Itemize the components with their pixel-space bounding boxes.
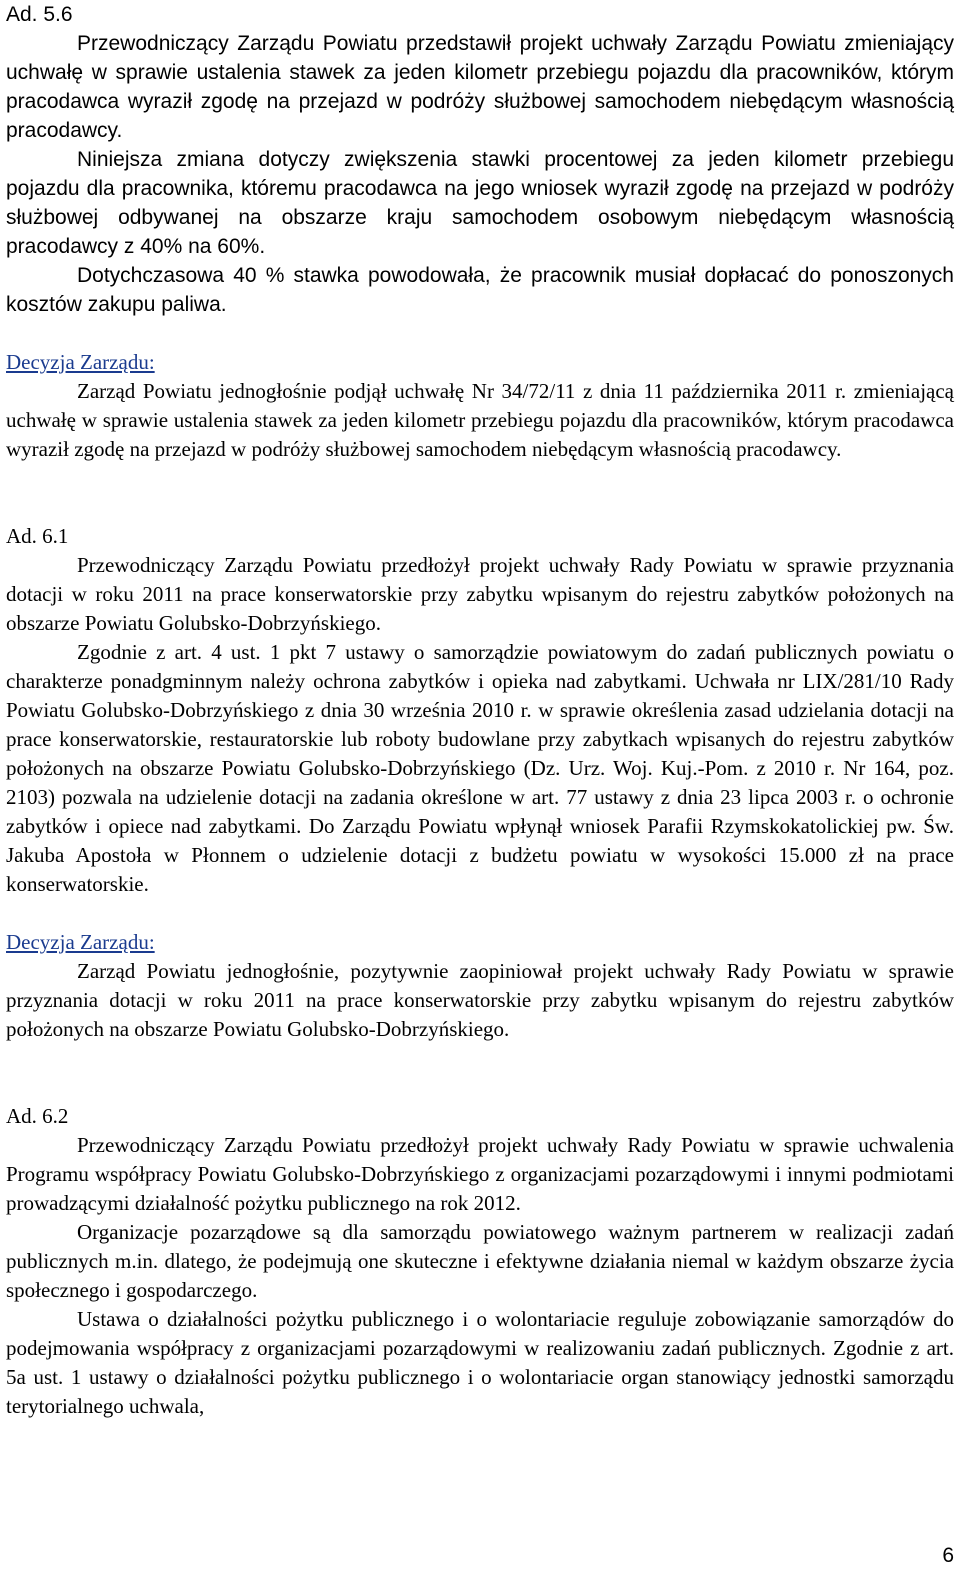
section-ad-5-6 [6,0,954,319]
paragraph: Przewodniczący Zarządu Powiatu przedstawił projekt uchwały Zarządu Powiatu zmieniający uchwałę w sprawie ustalenia stawek za jeden kilometr przebiegu pojazdu dla pracowników, którym pracodawca wyraził zgodę na przejazd w podróży służbowej samochodem niebędącym własnością pracodawcy. [6,32,954,142]
section-heading: Ad. 6.2 [6,1104,69,1128]
decision-block [6,319,954,464]
paragraph: Przewodniczący Zarządu Powiatu przedłożył projekt uchwały Rady Powiatu w sprawie uchwalenia Programu współpracy Powiatu Golubsko-Dobrzyńskiego z organizacjami pozarządowymi i innymi podmiotami prowadzącymi działalność pożytku publicznego na rok 2012. [6,1133,954,1215]
section-ad-6-1 [6,522,954,1044]
paragraph: Zgodnie z art. 4 ust. 1 pkt 7 ustawy o samorządzie powiatowym do zadań publicznych powiatu o charakterze ponadgminnym należy ochrona zabytków i opieka nad zabytkami. Uchwała nr LIX/281/10 Rady Powiatu Golubsko-Dobrzyńskiego z dnia 30 września 2010 r. w sprawie określenia zasad udzielania dotacji na prace konserwatorskie, restauratorskie lub roboty budowlane przy zabytkach wpisanych do rejestru zabytków położonych na obszarze Powiatu Golubsko-Dobrzyńskiego (Dz. Urz. Woj. Kuj.-Pom. z 2010 r. Nr 164, poz. 2103) pozwala na udzielenie dotacji na zadania określone w art. 77 ustawy z dnia 23 lipca 2003 r. o ochronie zabytków i opiece nad zabytkami. Do Zarządu Powiatu wpłynął wniosek Parafii Rzymskokatolickiej pw. Św. Jakuba Apostoła w Płonnem o udzielenie dotacji z budżetu powiatu w wysokości 15.000 zł na prace konserwatorskie. [6,640,954,896]
section-heading: Ad. 5.6 [6,3,73,26]
page-number: 6 [942,1544,954,1567]
paragraph: Niniejsza zmiana dotyczy zwiększenia stawki procentowej za jeden kilometr przebiegu pojazdu dla pracownika, któremu pracodawca na jego wniosek wyraził zgodę na przejazd w podróży służbowej odbywanej na obszarze kraju samochodem osobowym niebędącym własnością pracodawcy z 40% na 60%. [6,148,954,258]
decision-text: Zarząd Powiatu jednogłośnie podjął uchwałę Nr 34/72/11 z dnia 11 października 2011 r. zmieniającą uchwałę w sprawie ustalenia stawek za jeden kilometr przebiegu pojazdu dla pracowników, którym pracodawca wyraził zgodę na przejazd w podróży służbowej samochodem niebędącym własnością pracodawcy. [6,379,954,461]
section-heading: Ad. 6.1 [6,524,69,548]
paragraph: Przewodniczący Zarządu Powiatu przedłożył projekt uchwały Rady Powiatu w sprawie przyznania dotacji w roku 2011 na prace konserwatorskie przy zabytku wpisanym do rejestru zabytków położonych na obszarze Powiatu Golubsko-Dobrzyńskiego. [6,553,954,635]
section-ad-6-2 [6,1102,954,1421]
decision-label: Decyzja Zarządu: [6,350,155,374]
decision-text: Zarząd Powiatu jednogłośnie, pozytywnie zaopiniował projekt uchwały Rady Powiatu w sprawie przyznania dotacji w roku 2011 na prace konserwatorskie przy zabytku wpisanym do rejestru zabytków położonych na obszarze Powiatu Golubsko-Dobrzyńskiego. [6,959,954,1041]
paragraph: Ustawa o działalności pożytku publicznego i o wolontariacie reguluje zobowiązanie samorządów do podejmowania współpracy z organizacjami pozarządowymi w realizowaniu zadań publicznych. Zgodnie z art. 5a ust. 1 ustawy o działalności pożytku publicznego i o wolontariacie organ stanowiący jednostki samorządu terytorialnego uchwala, [6,1307,954,1418]
paragraph: Organizacje pozarządowe są dla samorządu powiatowego ważnym partnerem w realizacji zadań publicznych m.in. dlatego, że podejmują one skuteczne i efektywne działania niemal w każdym obszarze życia społecznego i gospodarczego. [6,1220,954,1302]
paragraph: Dotychczasowa 40 % stawka powodowała, że pracownik musiał dopłacać do ponoszonych kosztów zakupu paliwa. [6,264,954,316]
decision-label: Decyzja Zarządu: [6,930,155,954]
document-page [6,0,954,1421]
